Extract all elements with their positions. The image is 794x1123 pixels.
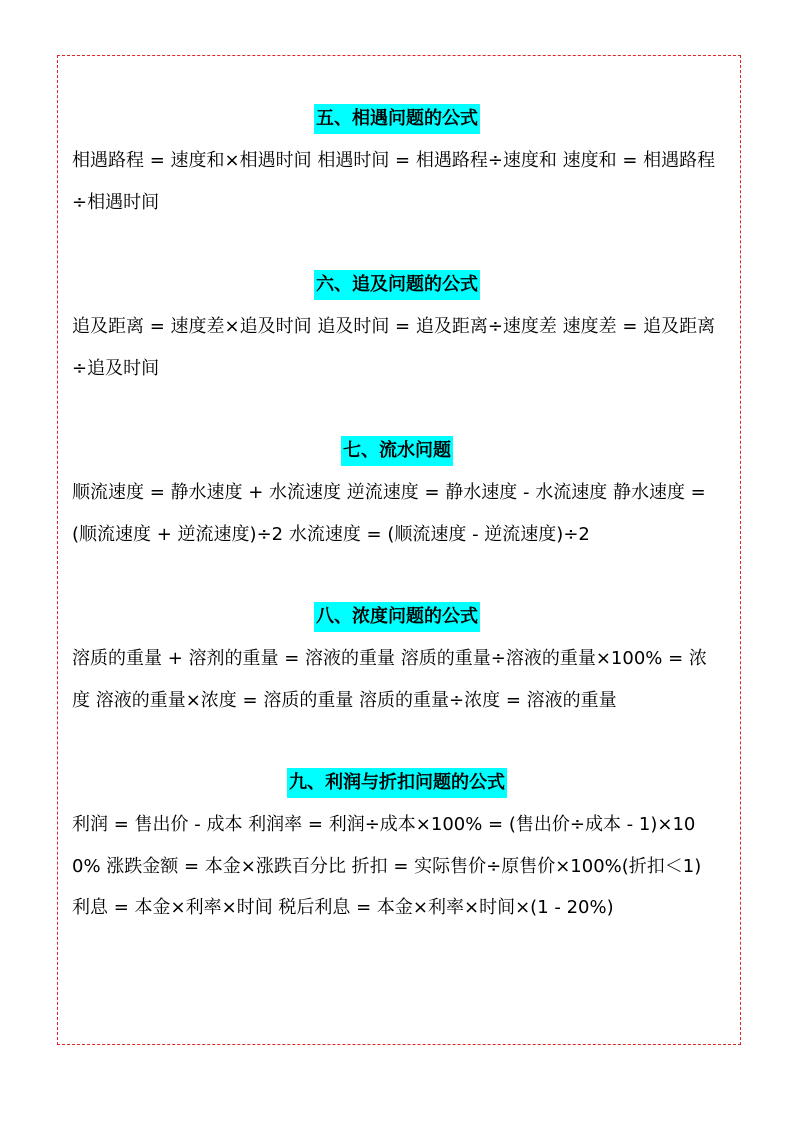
section-current-problem [72, 434, 722, 555]
section-heading: 七、流水问题 [341, 436, 453, 466]
section-heading: 九、利润与折扣问题的公式 [287, 768, 507, 798]
section-chase-problem [72, 268, 722, 389]
section-formulas: 利润 = 售出价 - 成本 利润率 = 利润÷成本×100% = (售出价÷成本 - 1)×100% 涨跌金额 = 本金×涨跌百分比 折扣 = 实际售价÷原售价×100%(折扣＜1) 利息 = 本金×利率×时间 税后利息 = 本金×利率×时间×(1 - 20%) [72, 814, 702, 918]
section-heading: 五、相遇问题的公式 [314, 104, 480, 134]
section-formulas: 追及距离 = 速度差×追及时间 追及时间 = 追及距离÷速度差 速度差 = 追及距离÷追及时间 [72, 316, 716, 379]
section-heading: 六、追及问题的公式 [314, 270, 480, 300]
section-meeting-problem [72, 102, 722, 223]
section-formulas: 顺流速度 = 静水速度 + 水流速度 逆流速度 = 静水速度 - 水流速度 静水速度 = (顺流速度 + 逆流速度)÷2 水流速度 = (顺流速度 - 逆流速度)÷2 [72, 482, 706, 545]
section-heading: 八、浓度问题的公式 [314, 602, 480, 632]
section-concentration-problem [72, 600, 722, 721]
section-formulas: 溶质的重量 + 溶剂的重量 = 溶液的重量 溶质的重量÷溶液的重量×100% = 浓度 溶液的重量×浓度 = 溶质的重量 溶质的重量÷浓度 = 溶液的重量 [72, 648, 707, 711]
section-formulas: 相遇路程 = 速度和×相遇时间 相遇时间 = 相遇路程÷速度和 速度和 = 相遇路程÷相遇时间 [72, 150, 716, 213]
section-profit-discount-problem [72, 766, 722, 929]
